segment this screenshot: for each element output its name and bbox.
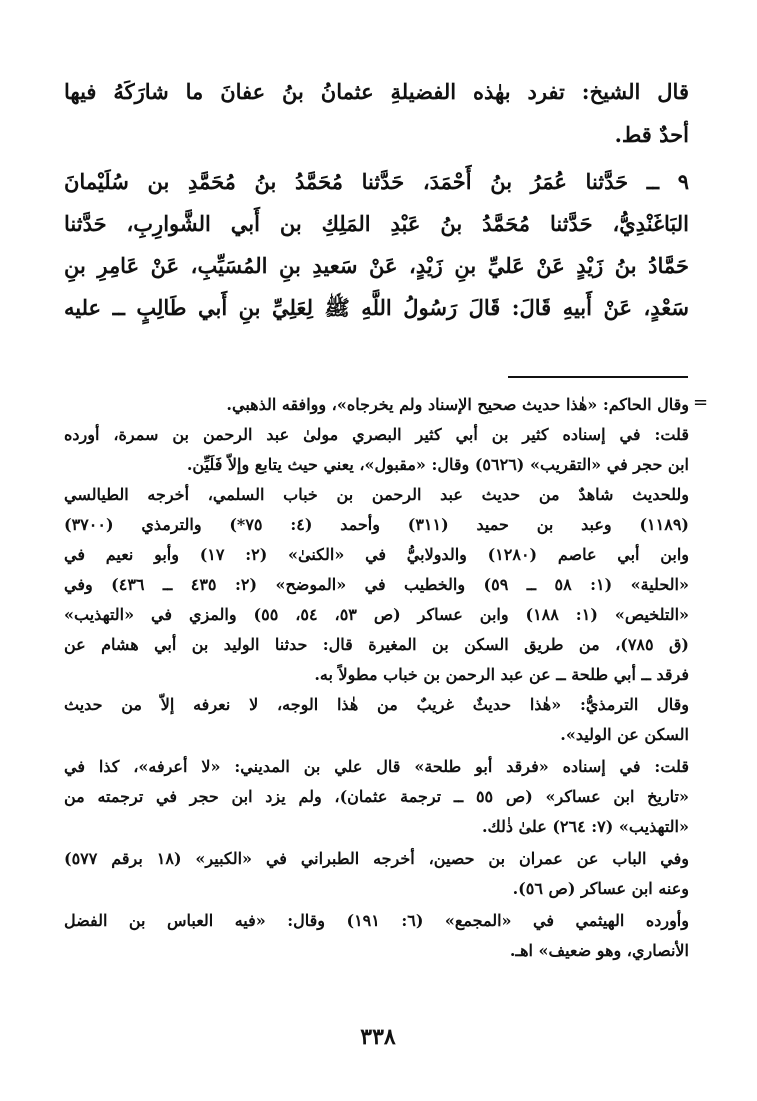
footnote-line: قلت: في إسناده «فرقد أبو طلحة» قال علي بن المديني: «لا أعرفه»، كذا في (64, 757, 689, 776)
footnote-line: وقال الحاكم: «هٰذا حديث صحيح الإسناد ولم يخرجاه»، ووافقه الذهبي. (226, 395, 689, 414)
main-text-line: قال الشيخ: تفرد بهٰذه الفضيلةِ عثمانُ بنُ عفانَ ما شارَكَهُ فيها (64, 79, 689, 104)
main-text-line: حَمَّادُ بنُ زَيْدٍ عَنْ عَليِّ بنِ زَيْدٍ، عَنْ سَعيدِ بنِ المُسَيِّبِ، عَنْ عَامِرِ بنِ (64, 253, 689, 278)
footnote-separator (508, 376, 688, 378)
footnote-line: السكن عن الوليد». (560, 725, 689, 744)
footnote-line: ابن حجر في «التقريب» (٥٦٢٦) وقال: «مقبول»، يعني حيث يتابع وإلاّ فَلَيِّن. (186, 455, 689, 474)
footnote-line: (ق ٧٨٥)، من طريق السكن بن المغيرة قال: حدثنا الوليد بن أبي هشام عن (64, 635, 689, 654)
footnote-continuation-mark: = (693, 392, 709, 413)
footnote-line: فرقد ــ أبي طلحة ــ عن عبد الرحمن بن خباب مطولاً به. (314, 665, 689, 684)
page-number: ٣٣٨ (360, 1024, 396, 1050)
footnote-line: وعنه ابن عساكر (ص ٥٦). (512, 879, 689, 898)
main-text-line: البَاغَنْدِيُّ، حَدَّثنا مُحَمَّدُ بنُ عَبْدِ المَلِكِ بن أَبي الشَّوارِبِ، حَدَّثنا (64, 211, 689, 236)
footnote-line: وابن أبي عاصم (١٢٨٠) والدولابيُّ في «الكنىٰ» (٢: ١٧) وأبو نعيم في (64, 545, 689, 564)
main-text-line: ٩ ــ حَدَّثنا عُمَرُ بنُ أَحْمَدَ، حَدَّثنا مُحَمَّدُ بنُ مُحَمَّدِ بن سُلَيْمانَ (64, 169, 689, 194)
footnote-line: قلت: في إسناده كثير بن أبي كثير البصري مولىٰ عبد الرحمن بن سمرة، أورده (64, 425, 689, 444)
footnote-line: وفي الباب عن عمران بن حصين، أخرجه الطبراني في «الكبير» (١٨ برقم ٥٧٧) (64, 849, 689, 868)
footnote-line: «تاريخ ابن عساكر» (ص ٥٥ ــ ترجمة عثمان)، ولم يزد ابن حجر في ترجمته من (64, 787, 689, 806)
footnote-line: «الحلية» (١: ٥٨ ــ ٥٩) والخطيب في «الموضح» (٢: ٤٣٥ ــ ٤٣٦) وفي (64, 575, 689, 594)
main-text-line: سَعْدٍ، عَنْ أَبيهِ قَالَ: قَالَ رَسُولُ اللَّهِ ﷺ لِعَلِيِّ بنِ أَبي طَالِبٍ ــ عليه (64, 295, 689, 320)
footnote-line: وأورده الهيثمي في «المجمع» (٦: ١٩١) وقال: «فيه العباس بن الفضل (64, 911, 689, 930)
footnote-line: الأنصاري، وهو ضعيف» اهـ. (509, 941, 689, 960)
footnote-line: «التهذيب» (٧: ٢٦٤) علىٰ ذٰلك. (481, 817, 689, 836)
main-text-line: أحدٌ قط. (614, 122, 689, 147)
footnote-line: (١١٨٩) وعبد بن حميد (٣١١) وأحمد (٤: ٧٥*) والترمذي (٣٧٠٠) (64, 515, 689, 534)
footnote-line: وقال الترمذيُّ: «هٰذا حديثٌ غريبٌ من هٰذا الوجه، لا نعرفه إلاّ من حديث (64, 695, 689, 714)
footnote-line: «التلخيص» (١: ١٨٨) وابن عساكر (ص ٥٣، ٥٤، ٥٥) والمزي في «التهذيب» (64, 605, 689, 624)
footnote-line: وللحديث شاهدٌ من حديث عبد الرحمن بن خباب السلمي، أخرجه الطيالسي (64, 485, 689, 504)
